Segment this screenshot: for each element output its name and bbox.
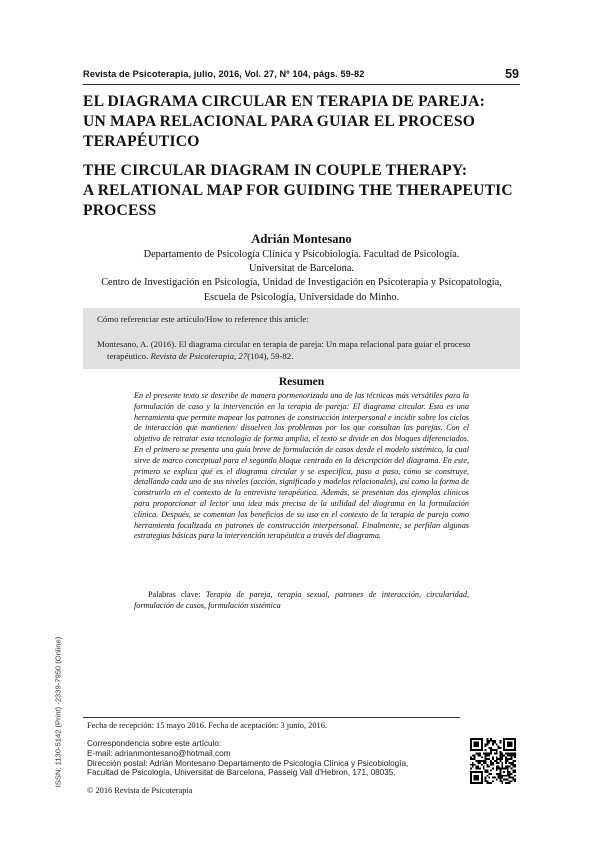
keywords-values: Terapia de pareja, terapia sexual, patrones de interacción, circularidad, formulación de casos, formulación sistémica	[134, 590, 469, 610]
received-accepted-dates: Fecha de recepción: 15 mayo 2016. Fecha de aceptación: 3 junio, 2016.	[87, 721, 328, 730]
citation-journal: Revista de Psicoterapia, 27	[150, 351, 248, 361]
affiliation-line: Escuela de Psicología, Universidade do Minho.	[203, 291, 400, 303]
correspondence	[87, 739, 467, 778]
affiliation-line: Universitat de Barcelona.	[249, 263, 354, 275]
title-spanish-line: EL DIAGRAMA CIRCULAR EN TERAPIA DE PAREJA:	[83, 93, 486, 110]
abstract-text: En el presente texto se describe de manera pormenorizada una de las técnicas más versátiles para la formulación de caso y la intervención en la terapia de pareja: El diagrama circular. Esta es una herramienta que permite mapear los patrones de construcción interpersonal e incidir sobre los ciclos de interacción que mantienen/ disuelven los problemas por los que consultan las parejas. Con el objetivo de retratar esta tecnología de forma amplia, el texto se divide en dos bloques diferenciados. En el primero se presenta una guía breve de formulación de casos desde el modelo sistémico, la cual sirve de marco conceptual para el segundo bloque centrado en la descripción del diagrama. En este, primero se explica qué es el diagrama circular y se especifica, paso a paso, cómo se construye, detallando cada uno de sus niveles (acción, significado y modelos relacionales), así como la forma de construirlo en el contexto de la entrevista terapéutica. Además, se presentan dos ejemplos clínicos para proporcionar al lector una idea más precisa de la utilidad del diagrama en la formulación clínica. Después, se comentan los beneficios de su uso en el contexto de la terapia de pareja como herramienta focalizada en patrones de construcción interpersonal. Finalmente, se perfilan algunas estrategias básicas para la intervención terapéutica a través del diagrama.	[134, 391, 469, 541]
affiliation-line: Departamento de Psicología Clínica y Psicobiología. Facultad de Psicología.	[143, 249, 460, 260]
citation-label: Cómo referenciar este artículo/How to reference this article:	[97, 314, 309, 324]
keywords	[134, 590, 469, 612]
issn-vertical	[46, 606, 70, 818]
qr-code-icon	[470, 738, 516, 784]
header-divider	[83, 84, 520, 85]
page-number: 59	[505, 67, 519, 81]
citation-suffix: (104), 59-82.	[247, 351, 294, 361]
correspondence-email[interactable]: E-mail: adrianmontesano@hotmail.com	[87, 748, 231, 758]
running-head	[83, 67, 519, 83]
affiliation-line: Centro de Investigación en Psicología, Unidad de Investigación en Psicoterapia y Psicopatología,	[101, 277, 502, 289]
citation-prefix: terapéutico.	[107, 351, 151, 361]
abstract-heading: Resumen	[278, 376, 325, 388]
title-english-line: PROCESS	[83, 202, 157, 219]
copyright: © 2016 Revista de Psicoterapia	[87, 786, 193, 795]
issn-text: ISSN: 1130-5142 (Print) -2339-7950 (Online)	[53, 636, 63, 788]
correspondence-line: Correspondencia sobre este artículo:	[87, 739, 222, 748]
citation-line: Montesano, A. (2016). El diagrama circular en terapia de pareja: Un mapa relacional para guiar el proceso	[97, 339, 471, 349]
journal-citation: Revista de Psicoterapia, julio, 2016, Vol. 27, Nº 104, págs. 59-82	[83, 69, 365, 79]
qr-code-graphic	[470, 738, 516, 784]
citation-text	[97, 338, 503, 362]
title-english-line: A RELATIONAL MAP FOR GUIDING THE THERAPEUTIC	[83, 182, 513, 199]
citation-line	[97, 350, 503, 362]
title-spanish	[83, 92, 523, 152]
title-spanish-line: UN MAPA RELACIONAL PARA GUIAR EL PROCESO	[83, 113, 476, 130]
citation-box	[83, 308, 520, 369]
title-english-line: THE CIRCULAR DIAGRAM IN COUPLE THERAPY:	[83, 162, 468, 179]
affiliations	[83, 248, 520, 305]
keywords-label: Palabras clave:	[148, 590, 206, 599]
correspondence-line: Dirección postal: Adrián Montesano Departamento de Psicología Clínica y Psicobiología,	[87, 758, 409, 768]
footer-divider	[83, 717, 460, 718]
title-english	[83, 161, 523, 221]
correspondence-line: Facultad de Psicología, Universitat de Barcelona, Passeig Vall d'Hebron, 171, 08035.	[87, 768, 396, 778]
author-name: Adrián Montesano	[251, 232, 352, 246]
title-spanish-line: TERAPÉUTICO	[83, 133, 200, 150]
